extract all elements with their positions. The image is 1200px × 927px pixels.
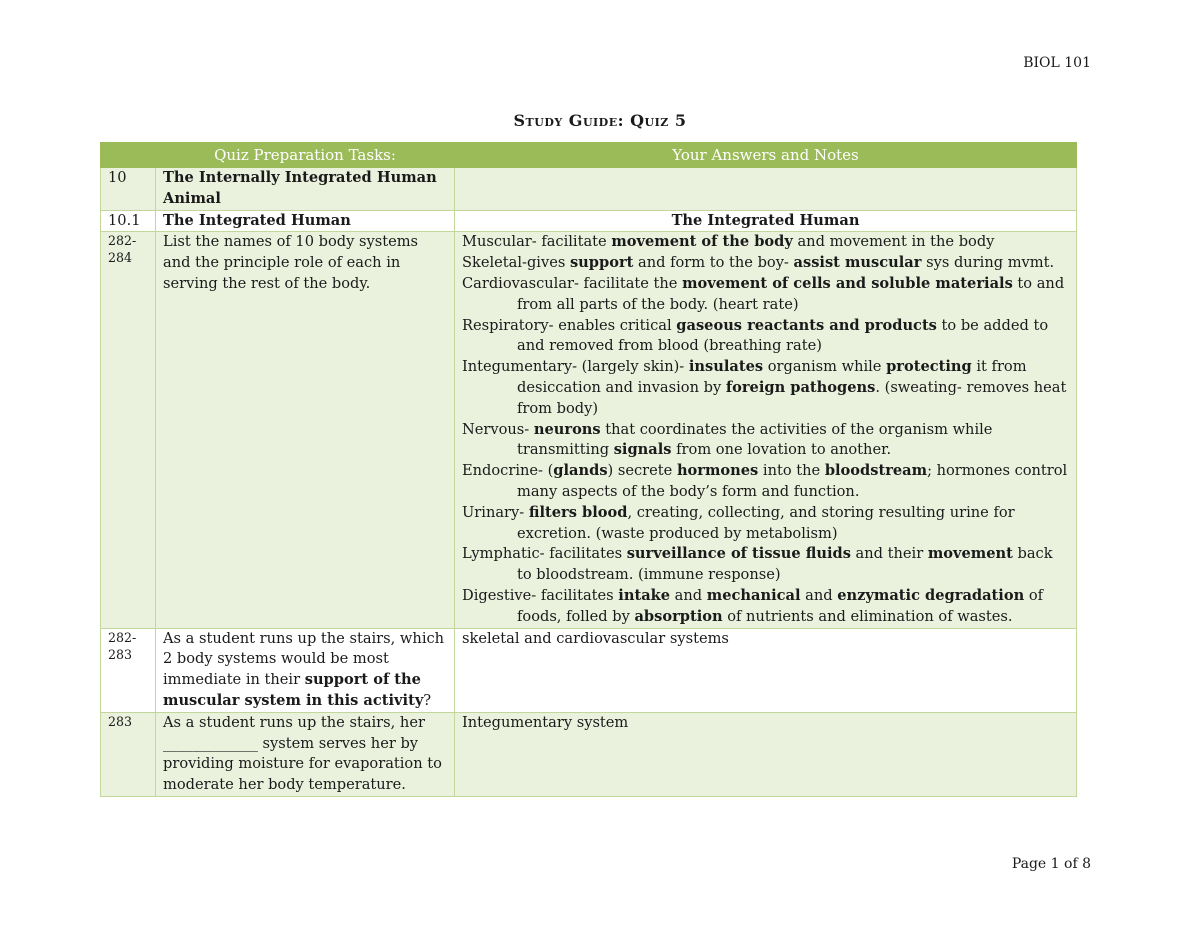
header-answers: Your Answers and Notes	[455, 143, 1077, 168]
answer-cell[interactable]: The Integrated Human	[455, 210, 1077, 232]
study-guide-table	[100, 142, 1077, 797]
task-cell: As a student runs up the stairs, her _____________ system serves her by providing moisture for evaporation to moderate her body temperature.	[156, 712, 455, 796]
row-number: 282-284	[101, 232, 156, 628]
system-integumentary: Integumentary- (largely skin)- insulates organism while protecting it from desiccation and invasion by foreign pathogens. (sweating- removes heat from body)	[462, 358, 1067, 417]
system-respiratory: Respiratory- enables critical gaseous reactants and products to be added to and removed from blood (breathing rate)	[462, 316, 1049, 355]
system-cardiovascular: Cardiovascular- facilitate the movement of cells and soluble materials to and from all parts of the body. (heart rate)	[462, 274, 1065, 313]
table-row	[101, 232, 1077, 628]
system-skeletal: Skeletal-gives support and form to the boy- assist muscular sys during mvmt.	[462, 254, 1055, 272]
page-title: Study Guide: Quiz 5	[513, 111, 687, 130]
answer-cell[interactable]	[455, 168, 1077, 211]
system-endocrine: Endocrine- (glands) secrete hormones into the bloodstream; hormones control many aspects of the body’s form and function.	[462, 462, 1068, 500]
system-lymphatic: Lymphatic- facilitates surveillance of tissue fluids and their movement back to bloodstream. (immune response)	[462, 545, 1053, 584]
answer-cell[interactable]: Integumentary system	[455, 712, 1077, 796]
system-urinary: Urinary- filters blood, creating, collecting, and storing resulting urine for excretion. (waste produced by metabolism)	[462, 503, 1015, 542]
table-row	[101, 628, 1077, 712]
table-header-row	[101, 143, 1077, 168]
system-nervous: Nervous- neurons that coordinates the activities of the organism while transmitting signals from one lovation to another.	[462, 420, 993, 459]
system-digestive: Digestive- facilitates intake and mechanical and enzymatic degradation of foods, folled by absorption of nutrients and elimination of wastes.	[462, 586, 1044, 625]
page-number: Page 1 of 8	[1011, 856, 1091, 872]
row-number: 10.1	[101, 210, 156, 232]
answer-cell[interactable]: skeletal and cardiovascular systems	[455, 628, 1077, 712]
system-muscular: Muscular- facilitate movement of the body and movement in the body	[462, 233, 995, 251]
course-code: BIOL 101	[1023, 55, 1091, 71]
answer-cell[interactable]	[455, 232, 1077, 628]
row-number: 282-283	[101, 628, 156, 712]
task-cell: The Internally Integrated Human Animal	[156, 168, 455, 211]
row-number: 10	[101, 168, 156, 211]
row-number: 283	[101, 712, 156, 796]
table-row	[101, 168, 1077, 211]
table-row	[101, 712, 1077, 796]
table-row	[101, 210, 1077, 232]
task-cell: The Integrated Human	[156, 210, 455, 232]
header-tasks: Quiz Preparation Tasks:	[156, 143, 455, 168]
task-cell: List the names of 10 body systems and the principle role of each in serving the rest of the body.	[156, 232, 455, 628]
task-cell: As a student runs up the stairs, which 2 body systems would be most immediate in their support of the muscular system in this activity?	[156, 628, 455, 712]
header-num-cell	[101, 143, 156, 168]
